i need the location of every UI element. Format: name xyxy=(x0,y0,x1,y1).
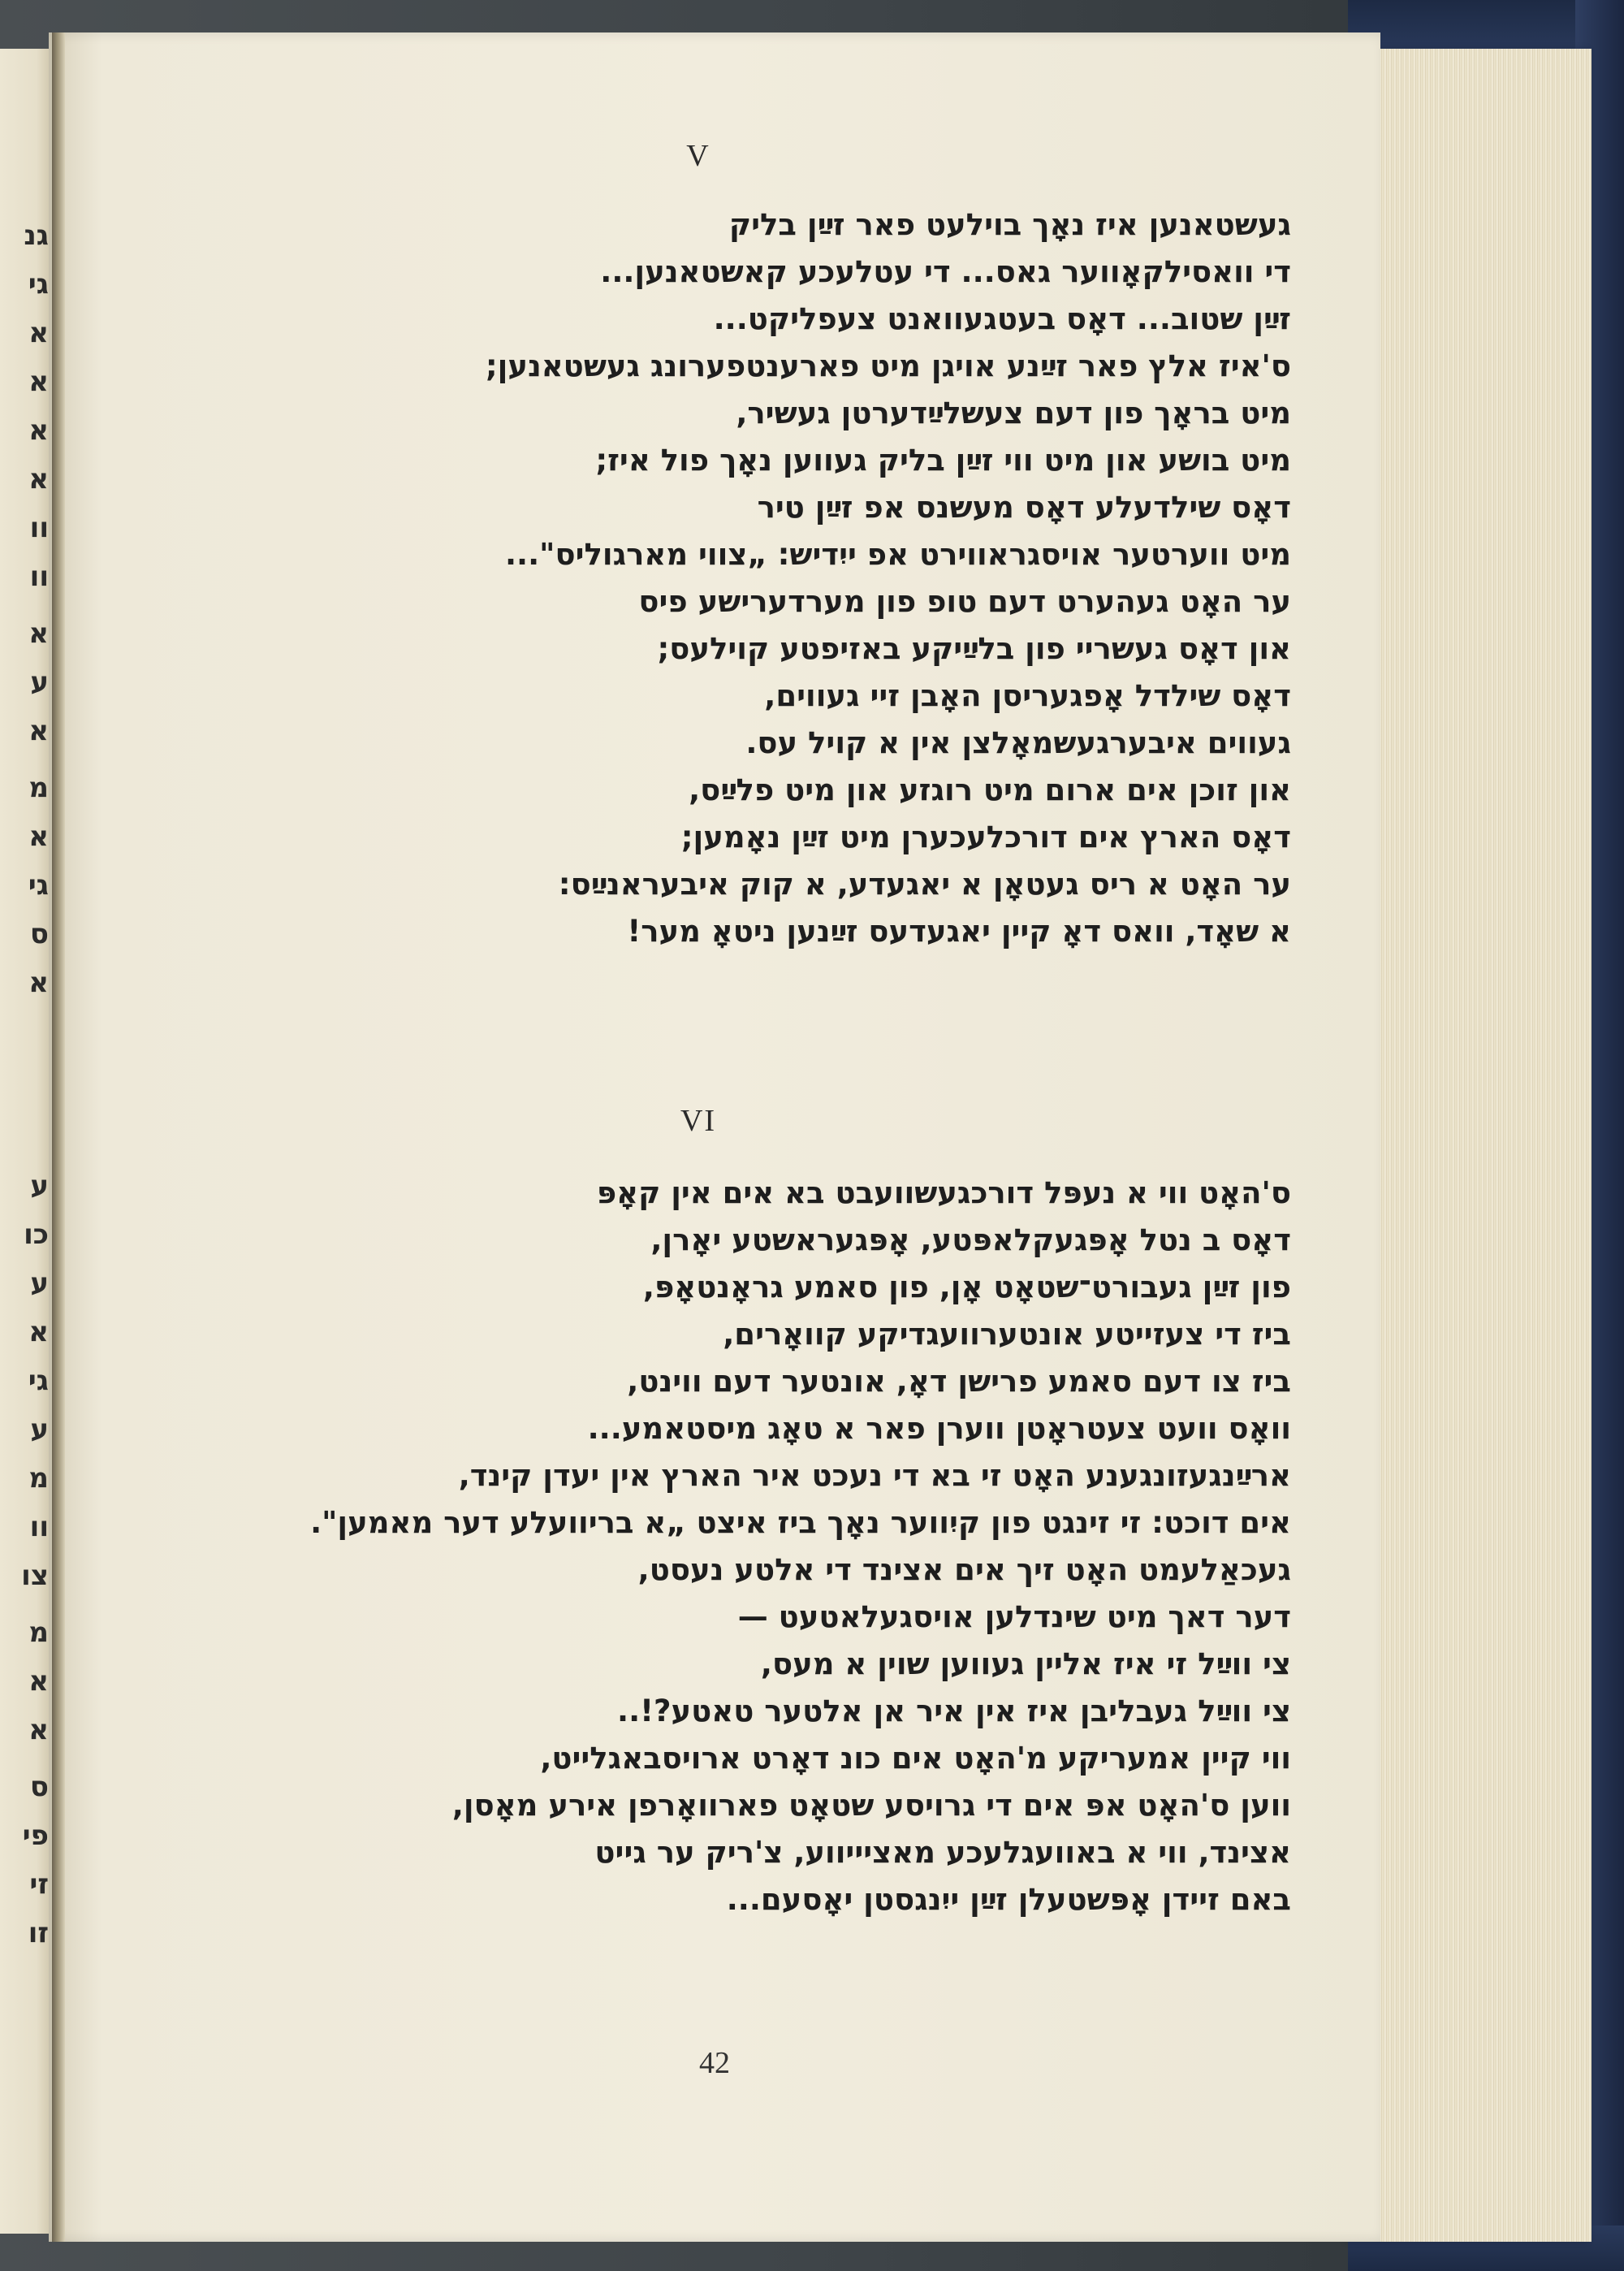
left-page-text-fragment: א xyxy=(28,366,49,398)
left-page-text-fragment: ע xyxy=(30,1413,49,1446)
section-heading-vi: VI xyxy=(680,1104,717,1138)
poem-line: ס'האָט ווי א נעפּל דורכגעשוועבט בא אים אין קאָפּ xyxy=(596,1175,1291,1210)
left-page-text-fragment: ע xyxy=(30,1267,49,1300)
poem-line: פון זײַן געבורט־שטאָט אָן, פון סאמע גראָנטאָפּ, xyxy=(642,1270,1291,1304)
poem-line: באם זיידן אָפּשטעלן זײַן ייִנגסטן יאָסעם... xyxy=(726,1882,1291,1917)
left-page-text-fragment: זי xyxy=(29,1868,49,1901)
left-page-text-fragment: א xyxy=(28,1714,49,1746)
left-page-text-fragment: ס xyxy=(29,918,49,950)
poem-line: דאָס שילדל אָפגעריסן האָבן זיי געווים, xyxy=(764,678,1291,713)
left-page-text-fragment: וו xyxy=(29,1511,49,1543)
left-page-text-fragment: א xyxy=(28,317,49,349)
poem-line: דער דאך מיט שינדלען אויסגעלאטעט — xyxy=(737,1599,1291,1634)
poem-line: מיט ווערטער אויסגראווירט אפ ייִדיש: „צווי מארגוליס"... xyxy=(505,537,1291,572)
poem-line: ווי קיין אמעריקע מ'האָט אים כונ דאָרט ארויסבאגלייט, xyxy=(540,1741,1291,1776)
left-page-text-fragment: ס xyxy=(29,1771,49,1803)
poem-line: ארײַנגעזונגענע האָט זי בא די נעכט איר הארץ אין יעדן קינד, xyxy=(458,1458,1291,1493)
left-page-text-fragment: גי xyxy=(28,1365,49,1397)
poem-line: געשטאנען איז נאָך בוילעט פאר זײַן בליק xyxy=(728,207,1291,242)
poem-section-vi xyxy=(195,1170,1291,1923)
poem-line: געווים איבערגעשמאָלצן אין א קויל עס. xyxy=(745,725,1291,760)
left-page-text-fragment: ע xyxy=(30,1170,49,1202)
left-page-text-fragment: א xyxy=(28,715,49,747)
poem-line: און דאָס געשריי פון בלײַיקע באזיפטע קוילעס; xyxy=(657,631,1291,666)
section-heading-v: V xyxy=(686,139,710,173)
left-page-text-fragment: צו xyxy=(21,1559,49,1592)
poem-line: די וואסילקאָווער גאס... די עטלעכע קאשטאנען... xyxy=(600,254,1291,289)
left-page-text-fragment: מ xyxy=(28,772,49,804)
left-page-text-fragment: א xyxy=(28,820,49,853)
left-page-text-fragment: ע xyxy=(30,666,49,699)
poem-section-v xyxy=(195,201,1291,955)
left-page-text-fragment: פי xyxy=(22,1819,49,1852)
poem-line: וואָס וועט צעטראָטן ווערן פאר א טאָג מיסטאמע... xyxy=(587,1411,1291,1446)
right-page xyxy=(49,32,1380,2242)
poem-line: און זוכן אים ארום מיט רוגזע און מיט פלײַס, xyxy=(689,772,1291,807)
left-page-text-fragment: מ xyxy=(28,1462,49,1495)
page-number: 42 xyxy=(699,2046,730,2080)
left-page-fragment xyxy=(0,49,52,2234)
left-page-text-fragment: א xyxy=(28,1665,49,1698)
left-page-text-fragment: מ xyxy=(28,1616,49,1649)
poem-line: ס'איז אלץ פאר זײַנע אויגן מיט פארענטפערונג געשטאנען; xyxy=(485,348,1291,383)
left-page-text-fragment: א xyxy=(28,617,49,650)
poem-line: ער האָט א ריס געטאָן א יאגעדע, א קוק איבעראנײַס: xyxy=(558,867,1291,902)
poem-line: מיט בושע און מיט ווי זײַן בליק געווען נאָך פול איז; xyxy=(595,443,1291,478)
poem-line: דאָס הארץ אים דורכלעכערן מיט זײַן נאָמען; xyxy=(680,820,1291,854)
poem-line: ביז צו דעם סאמע פרישן דאָ, אונטער דעם ווינט, xyxy=(627,1364,1291,1399)
poem-line: געכאַלעמט האָט זיך אים אצינד די אלטע נעסט, xyxy=(637,1552,1291,1587)
book-gutter xyxy=(52,32,65,2242)
left-page-text-fragment: א xyxy=(28,967,49,999)
poem-line: זײַן שטוב... דאָס בעטגעוואנט צעפליקט... xyxy=(713,301,1291,336)
left-page-text-fragment: וו xyxy=(29,560,49,593)
left-page-text-fragment: גי xyxy=(28,268,49,301)
poem-line: ביז די צעזייטע אונטערוועגדיקע קוואָרים, xyxy=(723,1317,1291,1352)
left-page-text-fragment: א xyxy=(28,463,49,495)
poem-line: דאָס ב נטל אָפּגעקלאפּטע, אָפּגעראשטע יאָרן, xyxy=(650,1222,1291,1257)
poem-line: מיט בראָך פון דעם צעשלײַדערטן געשיר, xyxy=(736,396,1291,430)
poem-line: צי ווײַל געבליבן איז אין איר אן אלטער טאטע?!.. xyxy=(617,1694,1291,1728)
left-page-text-fragment: א xyxy=(28,1316,49,1348)
left-page-text-fragment: זו xyxy=(28,1917,49,1949)
poem-line: ווען ס'האָט אפּ אים די גרויסע שטאָט פארוואָרפן אירע מאָסן, xyxy=(451,1788,1291,1823)
left-page-text-fragment: א xyxy=(28,414,49,447)
poem-line: ער האָט געהערט דעם טופ פון מערדערישע פיס xyxy=(638,584,1291,619)
poem-line: אצינד, ווי א באוועגלעכע מאציייווע, צ'ריק ער גייט xyxy=(594,1835,1291,1870)
left-page-text-fragment: וו xyxy=(29,512,49,544)
poem-line: דאָס שילדעלע דאָס מעשנס אפ זײַן טיר xyxy=(757,490,1291,525)
left-page-text-fragment: כו xyxy=(24,1218,49,1251)
poem-line: אים דוכט: זי זינגט פון קיִווער נאָך ביז איצט „א בריוועלע דער מאמען". xyxy=(310,1505,1291,1540)
poem-line: צי ווײַל זי איז אליין געווען שוין א מעס, xyxy=(760,1646,1291,1681)
poem-line: א שאָד, וואס דאָ קיין יאגעדעס זײַנען ניטאָ מער! xyxy=(627,914,1291,949)
left-page-text-fragment: גי xyxy=(28,869,49,902)
left-page-text-fragment: גנ xyxy=(24,219,49,252)
page-edges xyxy=(1348,49,1592,2242)
